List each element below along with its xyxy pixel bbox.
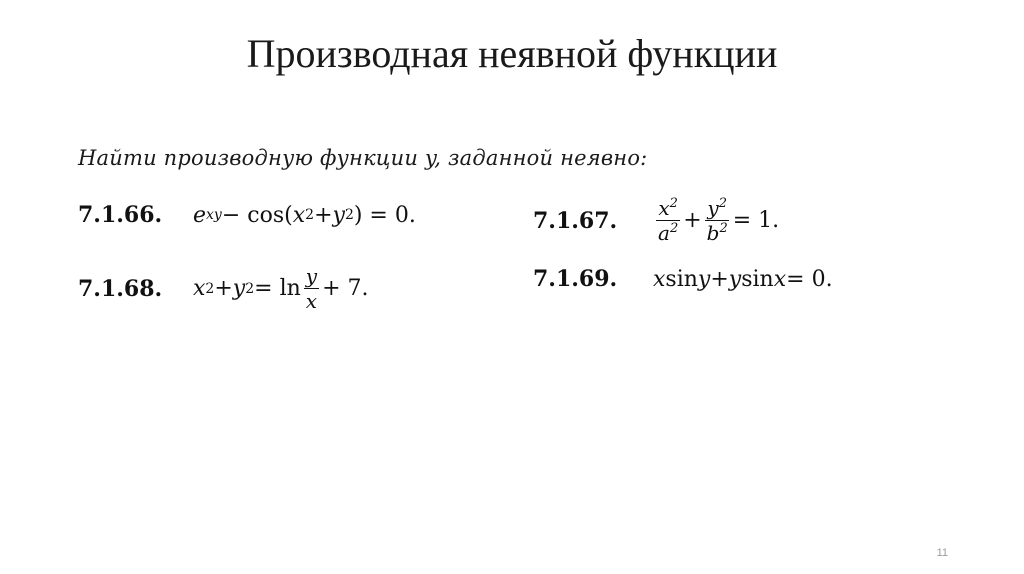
formula-term: x [193, 276, 206, 301]
fraction [705, 198, 730, 243]
formula-function: sin [665, 266, 698, 292]
problem-7-1-67 [533, 198, 779, 243]
formula-term: = 0. [786, 266, 833, 292]
problem-number: 7.1.66. [78, 202, 163, 228]
formula: x 2 + y 2 = ln $\frac{y}{x}$ + 7. [193, 264, 369, 313]
instruction-text: Найти производную функции y, заданной неявно: [78, 146, 648, 170]
fraction-denominator: x [305, 289, 318, 313]
slide-title: Производная неявной функции [246, 31, 778, 76]
fraction-numerator: $x^2$ [658, 196, 678, 220]
problem-7-1-69 [533, 266, 833, 292]
formula-operator: + [214, 276, 233, 301]
formula-term: y [697, 266, 711, 292]
formula-term: x [653, 266, 666, 292]
formula-operator: + [314, 202, 333, 228]
formula: e xy − cos( x 2 + y 2 ) = 0. [193, 202, 416, 228]
formula-term: y [728, 266, 742, 292]
formula-term: = 1. [732, 208, 780, 233]
formula-term: x [773, 266, 787, 292]
formula-term: y [332, 202, 345, 228]
fraction [656, 198, 680, 243]
formula-term: − cos( [221, 202, 293, 228]
formula-term: ) = 0. [353, 202, 416, 228]
problem-7-1-68 [78, 266, 369, 311]
formula-term: x [292, 202, 306, 228]
fraction-numerator: $y^2$ [707, 196, 727, 220]
formula-term: e [193, 202, 207, 228]
page-number: 11 [936, 547, 948, 559]
problem-number: 7.1.69. [533, 266, 618, 292]
fraction-denominator: $a^2$ [658, 221, 679, 245]
formula [653, 267, 833, 292]
formula-function: sin [741, 266, 774, 292]
fraction-denominator: $b^2$ [706, 221, 728, 245]
formula-operator: + [683, 208, 702, 233]
formula-term: + 7. [322, 276, 369, 301]
problem-number: 7.1.67. [533, 207, 618, 234]
formula-operator: + [710, 266, 729, 292]
fraction-numerator: y [305, 264, 318, 288]
formula-term: y [232, 276, 246, 301]
problem-7-1-66 [78, 202, 416, 228]
problem-number: 7.1.68. [78, 275, 163, 302]
fraction [304, 266, 319, 311]
formula-term: = ln [254, 276, 301, 301]
formula [653, 198, 779, 243]
